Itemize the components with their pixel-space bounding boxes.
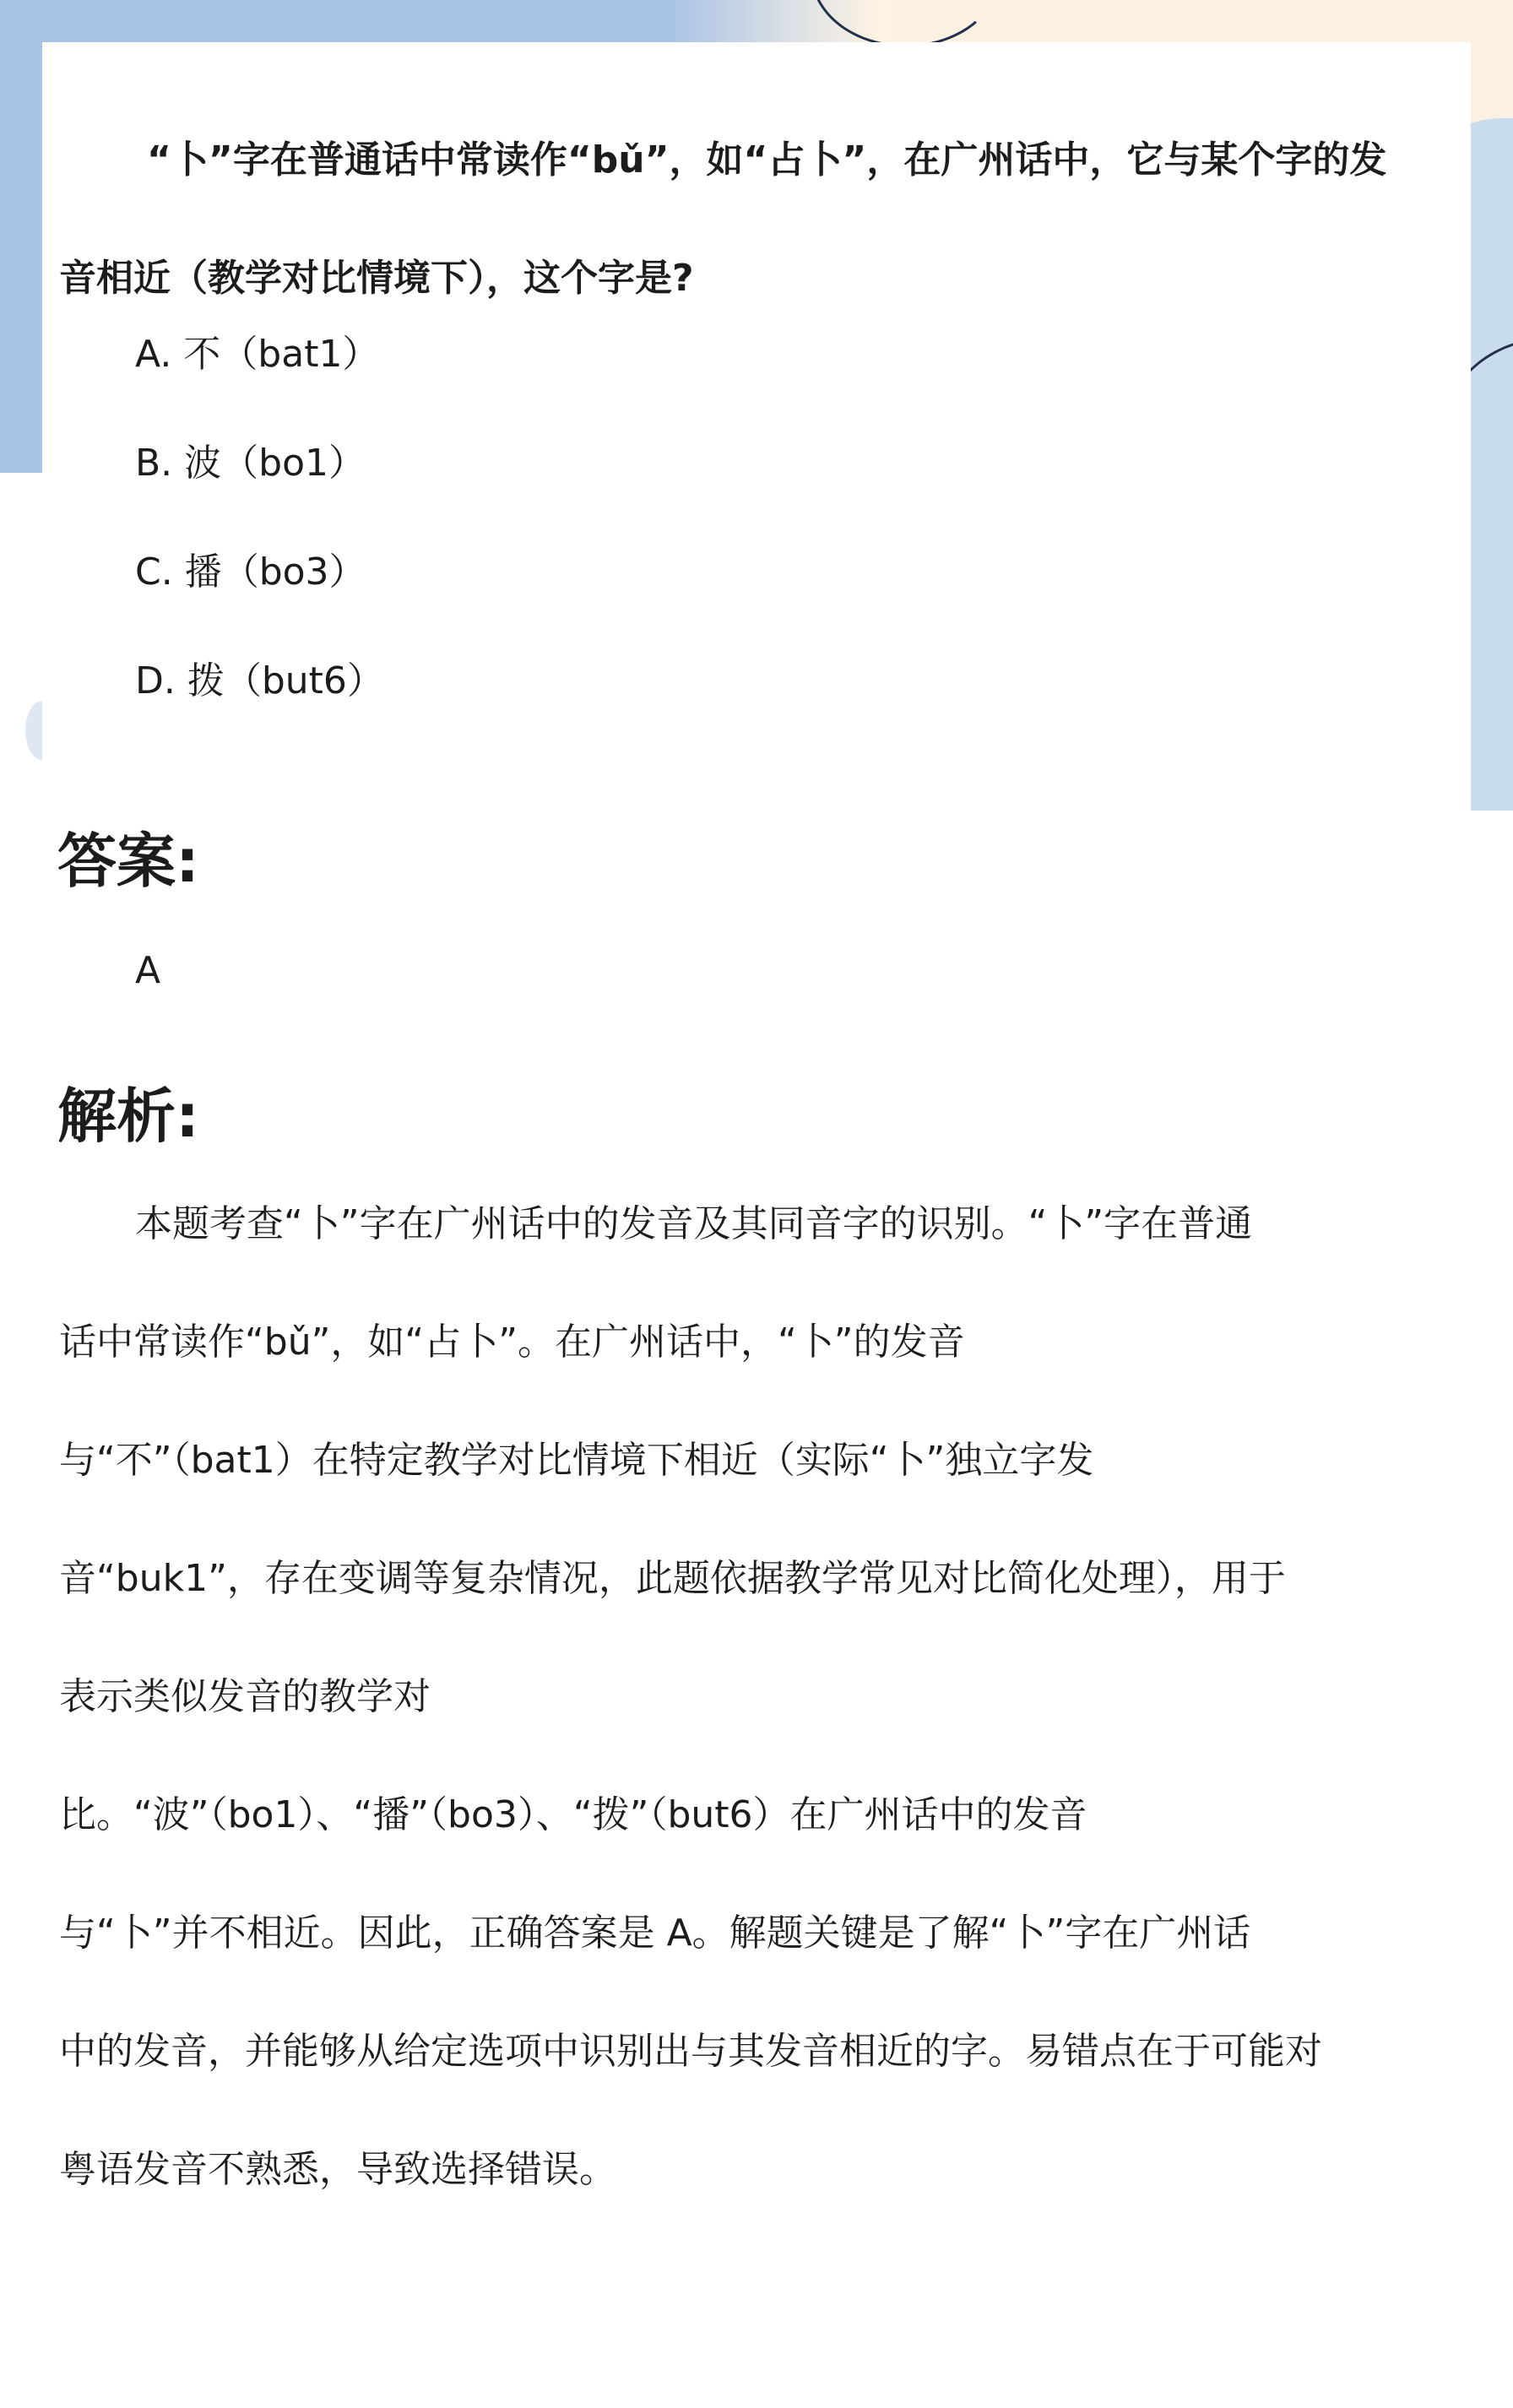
analysis-line: 粤语发音不熟悉，导致选择错误。 bbox=[59, 2148, 616, 2191]
analysis-line: 音“buk1”，存在变调等复杂情况，此题依据教学常见对比简化处理），用于 bbox=[59, 1557, 1286, 1600]
option-list bbox=[135, 329, 384, 765]
question-text: “卜”字在普通话中常读作“bǔ”，如“占卜”，在广州话中，它与某个字的发音相近（教学对比情境下），这个字是? bbox=[59, 138, 1387, 300]
analysis-heading: 解析: bbox=[57, 1082, 199, 1151]
analysis-line: 话中常读作“bǔ”，如“占卜”。在广州话中，“卜”的发音 bbox=[59, 1321, 965, 1364]
answer-value: A bbox=[135, 949, 161, 992]
option-d: D. 拨（but6） bbox=[135, 659, 384, 702]
analysis-body bbox=[59, 1199, 1410, 2263]
analysis-line: 表示类似发音的教学对 bbox=[59, 1675, 431, 1718]
analysis-line: 本题考查“卜”字在广州话中的发音及其同音字的识别。“卜”字在普通 bbox=[135, 1202, 1253, 1245]
option-b: B. 波（bo1） bbox=[135, 442, 366, 485]
option-a: A. 不（bat1） bbox=[135, 333, 380, 376]
analysis-line: 中的发音，并能够从给定选项中识别出与其发音相近的字。易错点在于可能对 bbox=[59, 2030, 1322, 2073]
option-c: C. 播（bo3） bbox=[135, 550, 366, 594]
analysis-line: 与“不”（bat1）在特定教学对比情境下相近（实际“卜”独立字发 bbox=[59, 1439, 1094, 1482]
analysis-line: 与“卜”并不相近。因此，正确答案是 A。解题关键是了解“卜”字在广州话 bbox=[59, 1912, 1251, 1955]
analysis-line: 比。“波”（bo1）、“播”（bo3）、“拨”（but6）在广州话中的发音 bbox=[59, 1793, 1087, 1836]
answer-heading: 答案: bbox=[57, 827, 199, 896]
